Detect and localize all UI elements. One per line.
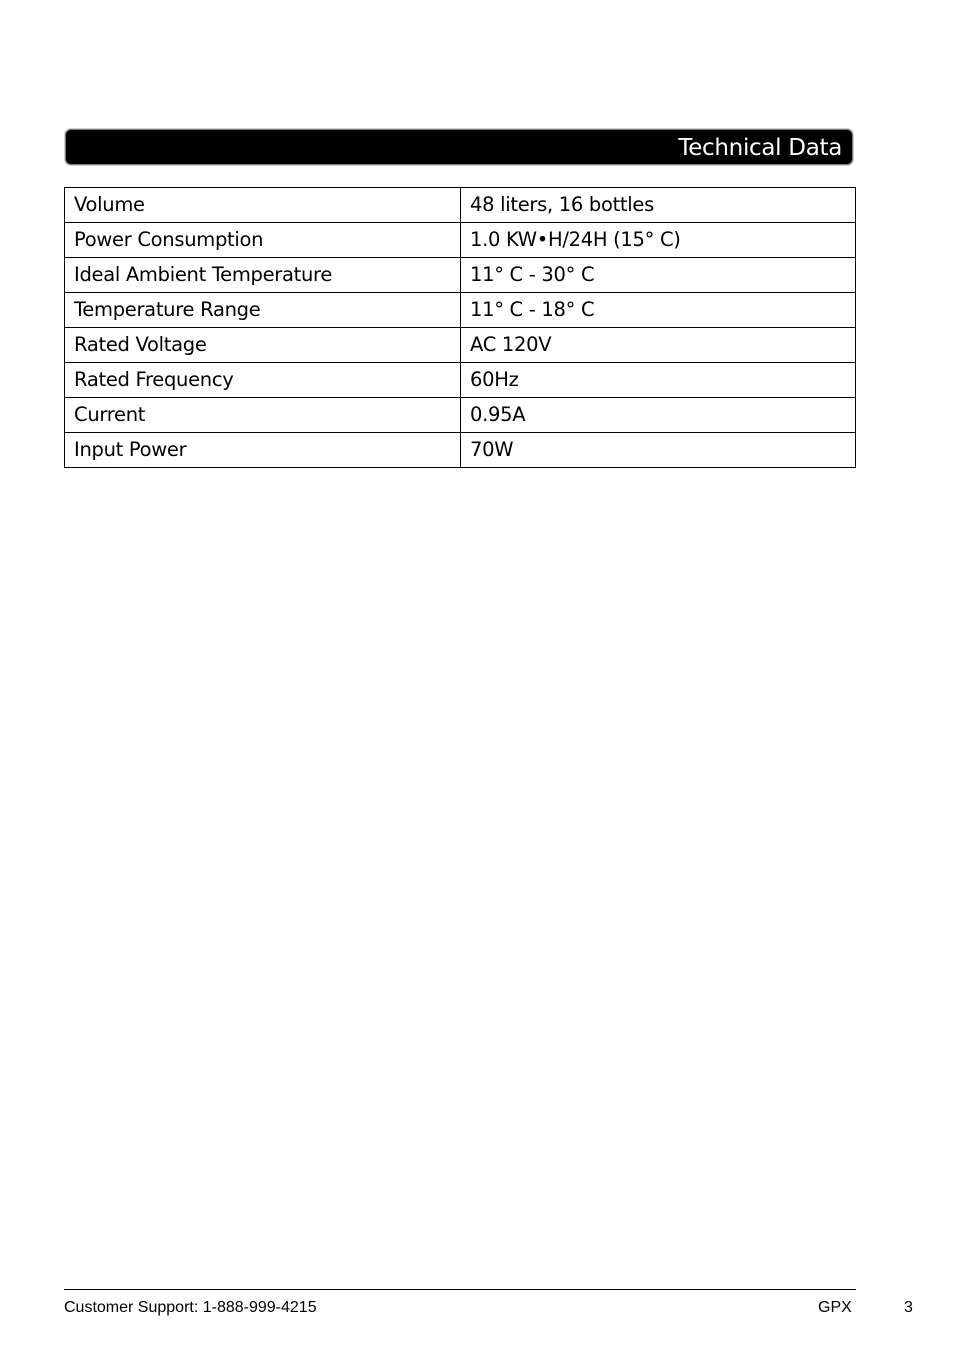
spec-label: Volume bbox=[65, 188, 461, 223]
spec-label: Temperature Range bbox=[65, 293, 461, 328]
footer-brand: GPX bbox=[818, 1299, 852, 1316]
spec-label: Input Power bbox=[65, 433, 461, 468]
spec-value: 1.0 KW•H/24H (15° C) bbox=[461, 223, 856, 258]
spec-value: 70W bbox=[461, 433, 856, 468]
spec-value: AC 120V bbox=[461, 328, 856, 363]
table-row bbox=[65, 258, 856, 293]
spec-label: Rated Frequency bbox=[65, 363, 461, 398]
table-row bbox=[65, 398, 856, 433]
section-title: Technical Data bbox=[678, 135, 842, 161]
footer-support-text: Customer Support: 1-888-999-4215 bbox=[64, 1299, 317, 1316]
table-row bbox=[65, 363, 856, 398]
table-row bbox=[65, 188, 856, 223]
spec-label: Rated Voltage bbox=[65, 328, 461, 363]
spec-value: 0.95A bbox=[461, 398, 856, 433]
spec-value: 11° C - 30° C bbox=[461, 258, 856, 293]
table-row bbox=[65, 328, 856, 363]
footer-divider bbox=[64, 1289, 856, 1290]
table-row bbox=[65, 223, 856, 258]
spec-label: Ideal Ambient Temperature bbox=[65, 258, 461, 293]
spec-value: 11° C - 18° C bbox=[461, 293, 856, 328]
table-row bbox=[65, 433, 856, 468]
spec-value: 48 liters, 16 bottles bbox=[461, 188, 856, 223]
spec-value: 60Hz bbox=[461, 363, 856, 398]
spec-label: Power Consumption bbox=[65, 223, 461, 258]
spec-label: Current bbox=[65, 398, 461, 433]
section-header-bar bbox=[65, 129, 853, 165]
page-number: 3 bbox=[904, 1299, 913, 1316]
technical-data-table bbox=[64, 187, 856, 468]
table-row bbox=[65, 293, 856, 328]
